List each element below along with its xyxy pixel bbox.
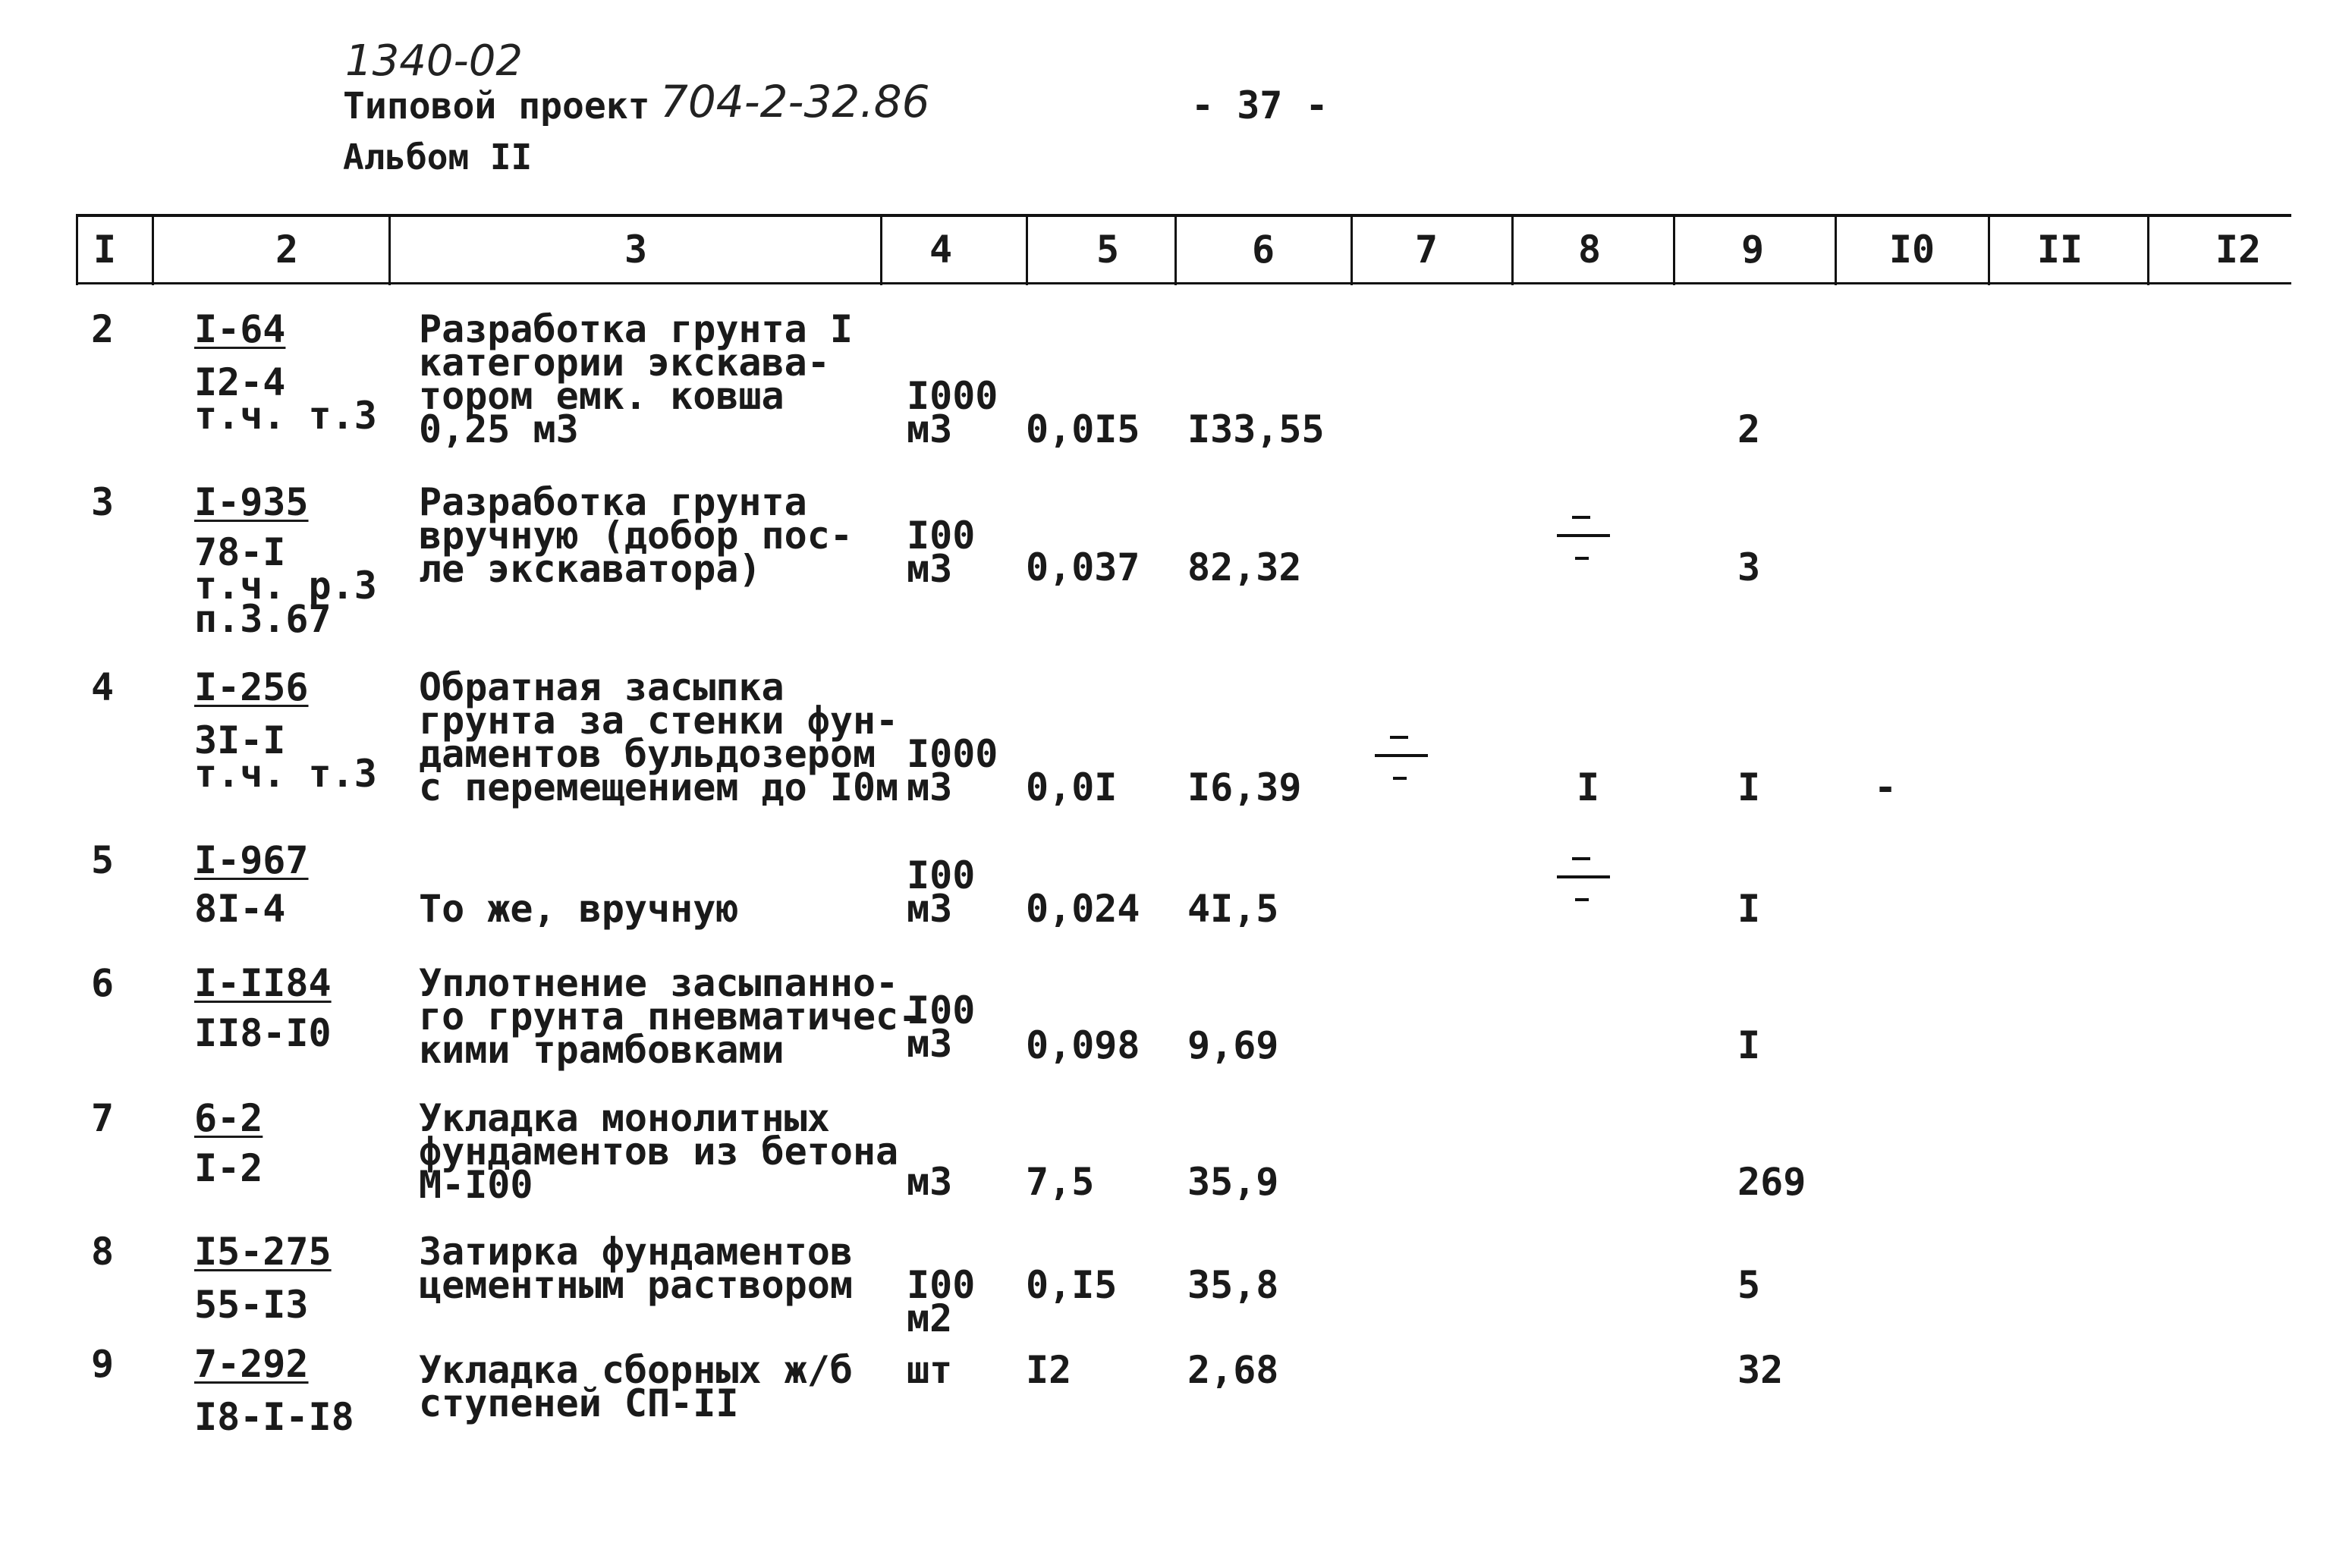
unit: I00 м3	[907, 988, 976, 1066]
column-divider	[880, 215, 882, 285]
column-header: 3	[624, 228, 648, 272]
col-10-value: -	[1874, 765, 1898, 809]
page-number: - 37 -	[1191, 83, 1329, 127]
norm-reference: I2-4 т.ч. т.3	[194, 360, 377, 438]
unit-price: I6,39	[1187, 765, 1302, 809]
unit-price: 4I,5	[1187, 887, 1279, 931]
column-header: 7	[1414, 228, 1439, 272]
norm-reference: 78-I т.ч. р.3 п.3.67	[194, 530, 377, 641]
col-9-value: 269	[1737, 1160, 1806, 1204]
quantity: 0,I5	[1026, 1263, 1118, 1307]
archive-number: 1340-02	[345, 36, 523, 86]
work-description: Затирка фундаментов цементным раствором	[419, 1230, 853, 1307]
column-divider	[388, 215, 391, 285]
column-divider	[1351, 215, 1353, 285]
work-description: Обратная засыпка грунта за стенки фун- даментов бульдозером с перемещением до I0м	[419, 665, 899, 809]
col-8-value: I	[1577, 765, 1600, 809]
column-divider	[2147, 215, 2149, 285]
quantity: 0,098	[1026, 1023, 1140, 1067]
norm-code: I-935	[194, 480, 309, 524]
quantity: 0,037	[1026, 545, 1140, 589]
table-header-rule	[76, 282, 2291, 284]
work-description: Укладка монолитных фундаментов из бетона М-I00	[419, 1096, 899, 1207]
project-number: 704-2-32.86	[660, 76, 930, 127]
column-divider	[152, 215, 154, 285]
quantity: 0,0I	[1026, 765, 1118, 809]
work-description: Укладка сборных ж/б ступеней СП-II	[419, 1348, 853, 1425]
norm-code: I-256	[194, 665, 309, 709]
column-header: 8	[1577, 228, 1602, 272]
unit-price: 35,8	[1187, 1263, 1279, 1307]
row-number: 9	[91, 1342, 115, 1386]
work-description: Уплотнение засыпанно- го грунта пневматичес- кими трамбовками	[419, 961, 922, 1072]
unit: I00 м3	[907, 853, 976, 931]
col-9-value: 5	[1737, 1263, 1761, 1307]
column-divider	[1988, 215, 1990, 285]
norm-code: I-967	[194, 838, 309, 882]
table-top-rule	[76, 214, 2291, 217]
dash-fraction-mark	[1375, 733, 1428, 793]
unit-price: 82,32	[1187, 545, 1302, 589]
unit: I000 м3	[907, 374, 998, 451]
column-header: 2	[275, 228, 299, 272]
col-9-value: 32	[1737, 1348, 1784, 1392]
work-description: Разработка грунта вручную (добор пос- ле экскаватора)	[419, 480, 853, 591]
unit: м3	[907, 1160, 953, 1204]
column-header: 4	[929, 228, 953, 272]
column-divider	[1511, 215, 1514, 285]
row-number: 2	[91, 307, 115, 351]
project-label: Типовой проект	[343, 85, 650, 127]
norm-reference: I-2	[194, 1146, 263, 1190]
dash-fraction-mark	[1557, 513, 1610, 573]
norm-reference: 8I-4	[194, 887, 286, 931]
column-header: 5	[1096, 228, 1120, 272]
album-label: Альбом II	[343, 137, 533, 178]
row-number: 5	[91, 838, 115, 882]
unit: I000 м3	[907, 732, 998, 809]
unit-price: 2,68	[1187, 1348, 1279, 1392]
unit-price: 9,69	[1187, 1023, 1279, 1067]
dash-fraction-mark	[1557, 854, 1610, 915]
quantity: I2	[1026, 1348, 1072, 1392]
norm-code: I-II84	[194, 961, 332, 1005]
norm-code: I5-275	[194, 1230, 332, 1274]
norm-reference: 3I-I т.ч. т.3	[194, 718, 377, 796]
row-number: 6	[91, 961, 115, 1005]
column-header: 6	[1251, 228, 1275, 272]
column-divider	[1673, 215, 1675, 285]
column-header: 9	[1740, 228, 1765, 272]
norm-code: 6-2	[194, 1096, 263, 1140]
col-9-value: 2	[1737, 407, 1761, 451]
col-9-value: 3	[1737, 545, 1761, 589]
unit: шт	[907, 1348, 953, 1392]
column-divider	[1835, 215, 1837, 285]
row-number: 4	[91, 665, 115, 709]
row-number: 8	[91, 1230, 115, 1274]
column-header: I2	[2215, 228, 2262, 272]
row-number: 7	[91, 1096, 115, 1140]
col-9-value: I	[1737, 1023, 1761, 1067]
unit-price: I33,55	[1187, 407, 1325, 451]
unit-price: 35,9	[1187, 1160, 1279, 1204]
col-9-value: I	[1737, 887, 1761, 931]
norm-reference: 55-I3	[194, 1283, 309, 1327]
quantity: 7,5	[1026, 1160, 1095, 1204]
column-header: II	[2036, 228, 2083, 272]
col-9-value: I	[1737, 765, 1761, 809]
column-divider	[1026, 215, 1028, 285]
row-number: 3	[91, 480, 115, 524]
quantity: 0,024	[1026, 887, 1140, 931]
column-divider	[1174, 215, 1177, 285]
norm-reference: I8-I-I8	[194, 1395, 354, 1439]
work-description: То же, вручную	[419, 887, 739, 931]
quantity: 0,0I5	[1026, 407, 1140, 451]
column-header: I0	[1888, 228, 1935, 272]
unit: I00 м3	[907, 514, 976, 591]
norm-code: 7-292	[194, 1342, 309, 1386]
norm-code: I-64	[194, 307, 286, 351]
unit: I00 м2	[907, 1263, 976, 1340]
column-header: I	[93, 228, 117, 272]
work-description: Разработка грунта I категории экскава- тором емк. ковша 0,25 м3	[419, 307, 853, 451]
norm-reference: II8-I0	[194, 1011, 332, 1055]
